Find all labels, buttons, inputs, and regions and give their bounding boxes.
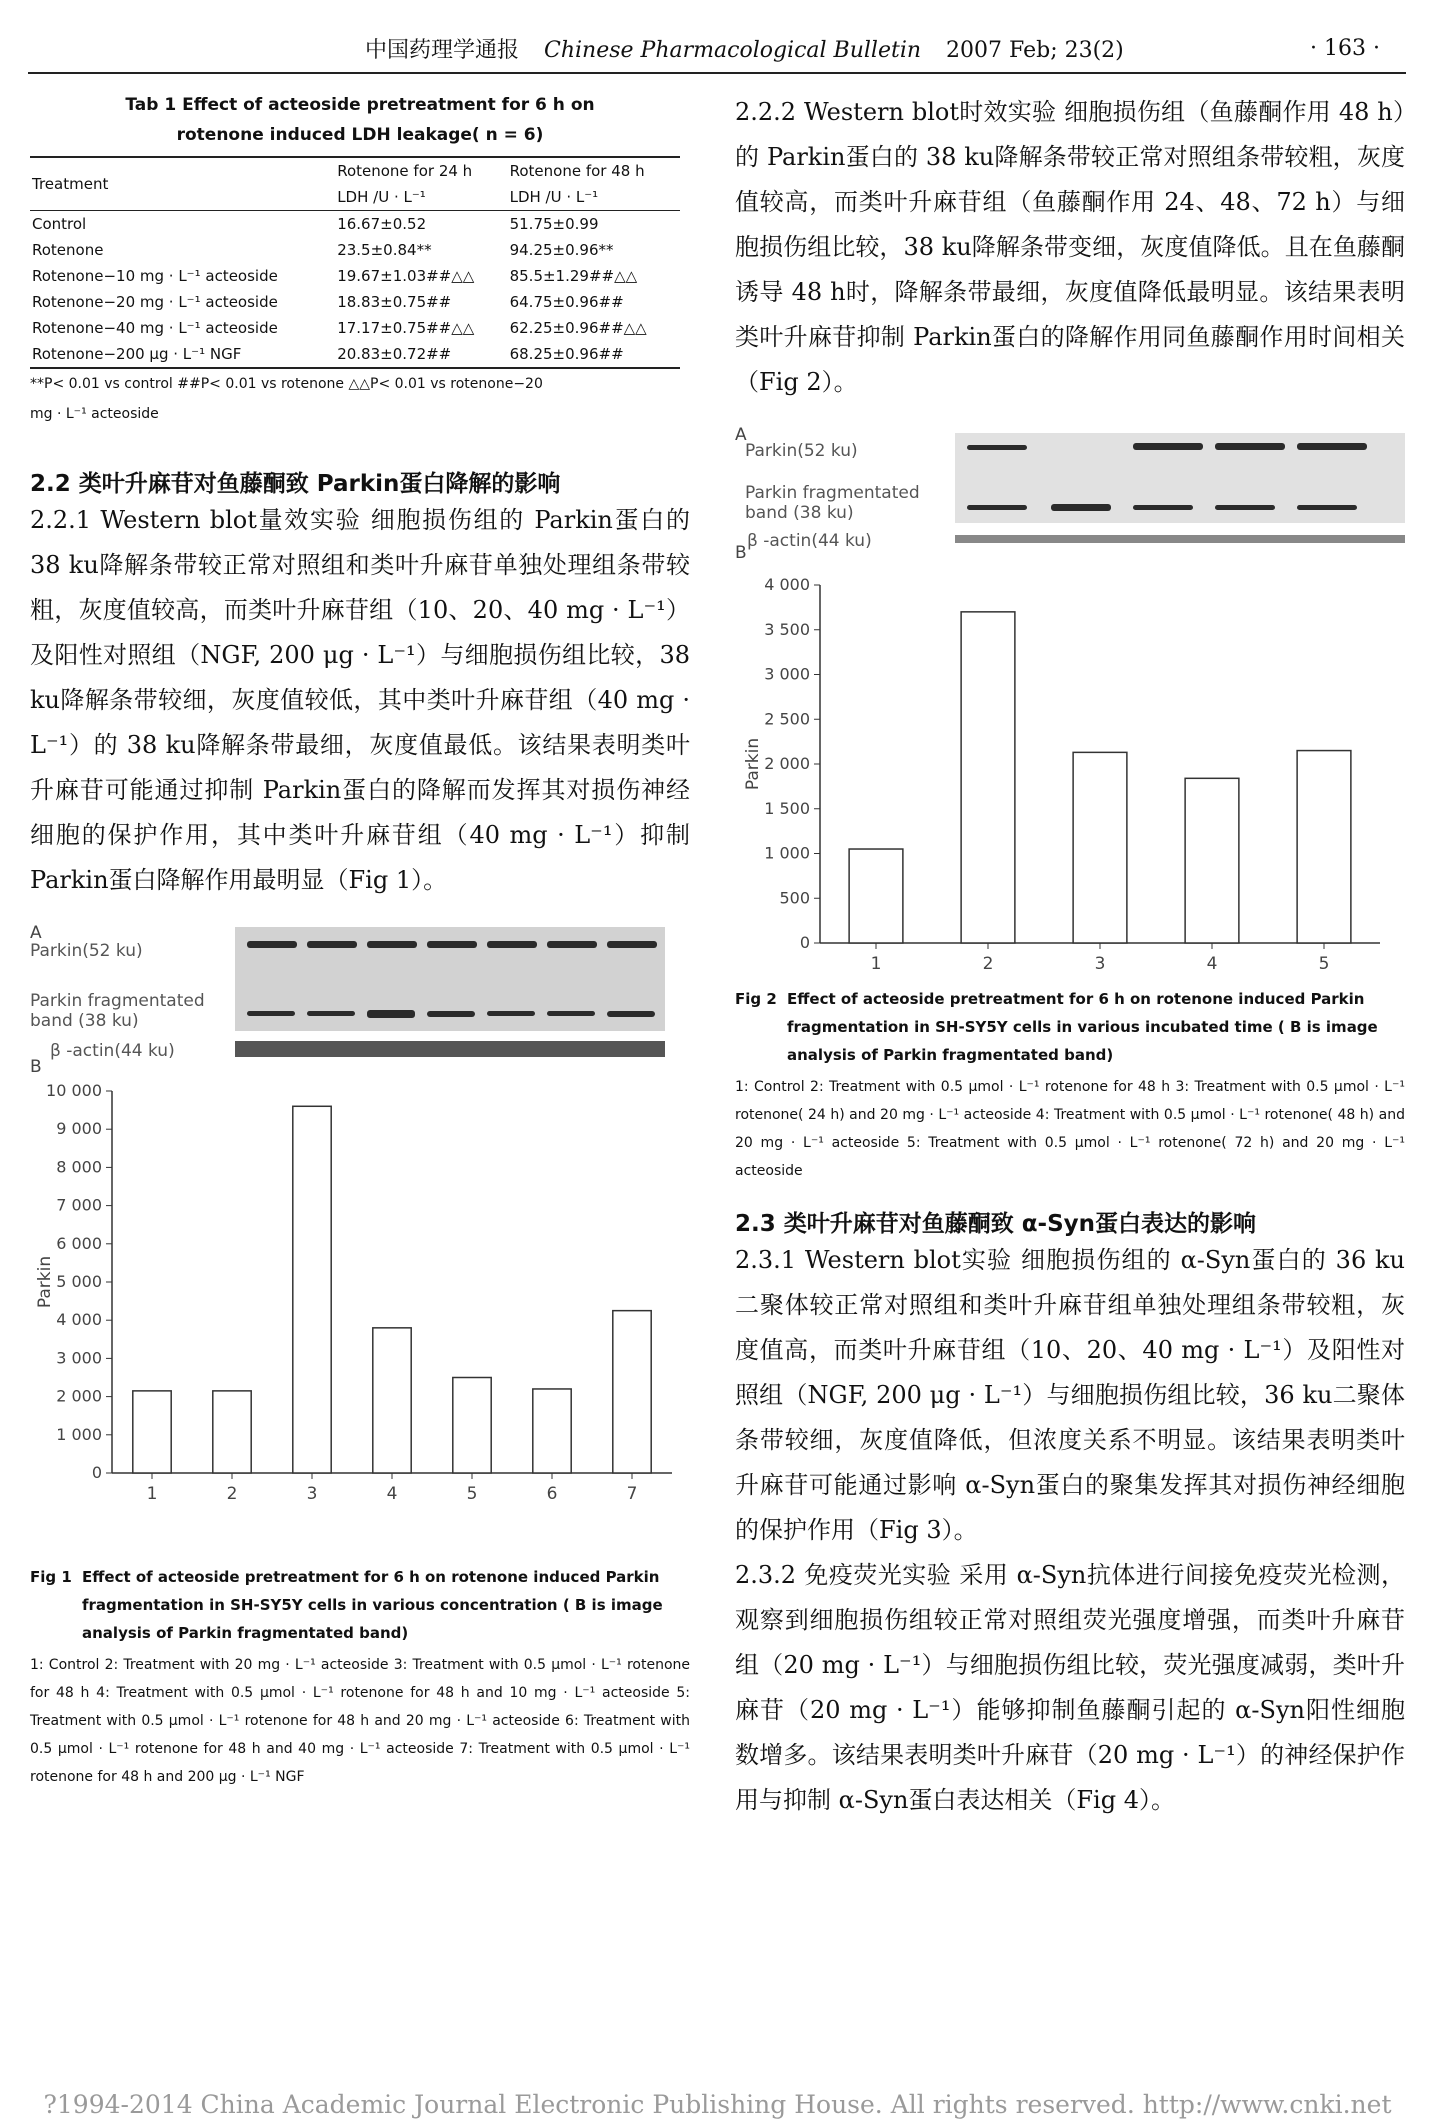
blot-band (307, 941, 357, 948)
y-tick-label: 3 000 (764, 664, 810, 684)
blot-band (1133, 505, 1193, 510)
paragraph-2-2-2: 2.2.2 Western blot时效实验 细胞损伤组（鱼藤酮作用 48 h）的 Parkin蛋白的 38 ku降解条带较正常对照组条带较粗，灰度值较高，而类叶升麻苷组（鱼藤酮作用 24、48、72 h）与细胞损伤组比较，38 ku降解条带变细，灰度值降低。且在鱼藤酮诱导 48 h时，降解条带最细，灰度值降低最明显。该结果表明类叶升麻苷抑制 Parkin蛋白的降解作用同鱼藤酮作用时间相关（Fig 2）。 (735, 98, 1405, 396)
y-tick-label: 8 000 (56, 1157, 102, 1177)
page-number: · 163 · (1310, 35, 1380, 61)
blot-band (607, 1011, 655, 1017)
x-tick-label: 2 (226, 1484, 238, 1504)
x-tick-label: 3 (1094, 954, 1106, 974)
bar (1297, 751, 1351, 943)
fig1-bar-chart (30, 1073, 690, 1533)
table-cell: 18.83±0.75## (337, 293, 452, 311)
table-cell: Rotenone−20 mg · L⁻¹ acteoside (32, 293, 278, 311)
y-tick-label: 4 000 (56, 1310, 102, 1330)
x-tick-label: 5 (1318, 954, 1330, 974)
y-axis-label: Parkin (35, 1255, 55, 1309)
table1-unit-24h: LDH /U · L⁻¹ (337, 188, 426, 206)
blot-band (607, 941, 657, 948)
table1-note-line1: **P< 0.01 vs control ##P< 0.01 vs rotenone △△P< 0.01 vs rotenone−20 (30, 376, 543, 392)
paragraph-2-2-1: 2.2.1 Western blot量效实验 细胞损伤组的 Parkin蛋白的 38 ku降解条带较正常对照组和类叶升麻苷单独处理组条带较粗，灰度值较高，而类叶升麻苷组（10、20、40 mg · L⁻¹）及阳性对照组（NGF, 200 μg · L⁻¹）与细胞损伤组比较，38 ku降解条带较细，灰度值较低，其中类叶升麻苷组（40 mg · L⁻¹）的 38 ku降解条带最细，灰度值最低。该结果表明类叶升麻苷可能通过抑制 Parkin蛋白的降解而发挥其对损伤神经细胞的保护作用，其中类叶升麻苷组（40 mg · L⁻¹）抑制 Parkin蛋白降解作用最明显（Fig 1）。 (30, 506, 690, 894)
y-tick-label: 5 000 (56, 1272, 102, 1291)
fig1-frag-label-1: Parkin fragmentated (30, 991, 205, 1011)
bar (373, 1328, 411, 1473)
x-tick-label: 2 (982, 954, 994, 974)
y-tick-label: 4 000 (764, 575, 810, 594)
y-tick-label: 2 000 (764, 754, 810, 773)
table1-unit-48h: LDH /U · L⁻¹ (509, 188, 599, 206)
blot-band (547, 941, 597, 948)
bar (533, 1389, 571, 1473)
fig1-actin-blot (235, 1041, 665, 1057)
copyright-footer: ?1994-2014 China Academic Journal Electronic Publishing House. All rights reserved. http://www.cnki.net (43, 2090, 1392, 2119)
x-tick-label: 7 (626, 1484, 638, 1504)
bar (293, 1106, 331, 1473)
fig2-parkin-blot (955, 433, 1405, 523)
y-tick-label: 9 000 (56, 1119, 102, 1139)
blot-band (1133, 443, 1203, 450)
right-column (735, 90, 1405, 1823)
fig2-parkin-label: Parkin(52 ku) (745, 441, 858, 461)
x-tick-label: 6 (546, 1484, 558, 1504)
section-2-2-heading: 2.2 类叶升麻苷对鱼藤酮致 Parkin蛋白降解的影响 (30, 471, 561, 497)
blot-band (427, 1011, 475, 1017)
fig1-caption-legend: 1: Control 2: Treatment with 20 mg · L⁻¹ acteoside 3: Treatment with 0.5 μmol · L⁻¹ rotenone for 48 h 4: Treatment with 0.5 μmol · L⁻¹ rotenone for 48 h and 10 mg · L⁻¹ acteoside 5: Treatment with 0.5 μmol · L⁻¹ rotenone for 48 h and 20 mg · L⁻¹ acteoside 6: Treatment with 0.5 μmol · L⁻¹ rotenone for 48 h and 40 mg · L⁻¹ acteoside 7: Treatment with 0.5 μmol · L⁻¹ rotenone for 48 h and 200 μg · L⁻¹ NGF (30, 1657, 690, 1785)
bar (1185, 778, 1239, 943)
fig2-caption-label: Fig 2 (735, 990, 777, 1008)
fig2-actin-blot (955, 535, 1405, 543)
y-tick-label: 0 (799, 933, 810, 952)
table-cell: Rotenone−200 μg · L⁻¹ NGF (32, 345, 242, 363)
blot-band (1051, 504, 1111, 511)
fig2-frag-label-1: Parkin fragmentated (745, 483, 920, 503)
paragraph-2-3-1: 2.3.1 Western blot实验 细胞损伤组的 α-Syn蛋白的 36 ku二聚体较正常对照组和类叶升麻苷组单独处理组条带较粗，灰度值高，而类叶升麻苷组（10、20、40 mg · L⁻¹）及阳性对照组（NGF, 200 μg · L⁻¹）与细胞损伤组比较，36 ku二聚体条带较细，灰度值降低，但浓度关系不明显。该结果表明类叶升麻苷可能通过影响 α-Syn蛋白的聚集发挥其对损伤神经细胞的保护作用（Fig 3）。 (735, 1246, 1405, 1544)
fig2-caption-legend: 1: Control 2: Treatment with 0.5 μmol · L⁻¹ rotenone for 48 h 3: Treatment with 0.5 μmol · L⁻¹ rotenone( 24 h) and 20 mg · L⁻¹ acteoside 4: Treatment with 0.5 μmol · L⁻¹ rotenone( 48 h) and 20 mg · L⁻¹ acteoside 5: Treatment with 0.5 μmol · L⁻¹ rotenone( 72 h) and 20 mg · L⁻¹ acteoside (735, 1079, 1405, 1179)
y-tick-label: 1 000 (764, 843, 810, 863)
journal-line (365, 33, 1124, 64)
fig1-panel-a-label: A (30, 923, 42, 943)
y-tick-label: 0 (91, 1463, 102, 1482)
fig2-caption (735, 985, 1405, 1185)
fig1-panel-b-label: B (30, 1057, 42, 1077)
y-tick-label: 7 000 (56, 1195, 102, 1215)
table1-title (30, 90, 690, 150)
fig1-parkin-blot (235, 927, 665, 1031)
fig2-bar-chart (735, 565, 1405, 985)
fig1-caption-title: Effect of acteoside pretreatment for 6 h on rotenone induced Parkin fragmentation in SH-SY5Y cells in various concentration ( B is image analysis of Parkin fragmentated band) (82, 1568, 663, 1642)
x-tick-label: 1 (870, 954, 882, 974)
bar (1073, 752, 1127, 943)
left-column (30, 90, 690, 1791)
blot-band (1215, 505, 1275, 510)
blot-band (1215, 443, 1285, 450)
table-cell: 19.67±1.03##△△ (337, 267, 475, 285)
y-tick-label: 500 (779, 888, 810, 908)
blot-band (487, 941, 537, 948)
header-rule (28, 72, 1406, 74)
table-row (30, 315, 680, 341)
paragraph-2-3-2: 2.3.2 免疫荧光实验 采用 α-Syn抗体进行间接免疫荧光检测，观察到细胞损伤组较正常对照组荧光强度增强，而类叶升麻苷组（20 mg · L⁻¹）与细胞损伤组比较，荧光强度减弱，类叶升麻苷（20 mg · L⁻¹）能够抑制鱼藤酮引起的 α-Syn阳性细胞数增多。该结果表明类叶升麻苷（20 mg · L⁻¹）的神经保护作用与抑制 α-Syn蛋白表达相关（Fig 4）。 (735, 1561, 1405, 1814)
table-row (30, 289, 680, 315)
table-cell: 85.5±1.29##△△ (509, 267, 638, 285)
table-cell: 17.17±0.75##△△ (337, 319, 475, 337)
page-header (30, 28, 1410, 68)
table-cell: 51.75±0.99 (509, 215, 599, 233)
fig1-caption (30, 1563, 690, 1791)
fig2-frag-label-2: band (38 ku) (745, 503, 854, 523)
journal-issue: 2007 Feb; 23(2) (946, 37, 1124, 63)
table-cell: Rotenone (32, 241, 104, 259)
blot-band (1297, 505, 1357, 510)
bar (849, 849, 903, 943)
blot-band (247, 1011, 295, 1016)
fig1-frag-label-2: band (38 ku) (30, 1011, 139, 1031)
table-cell: 62.25±0.96##△△ (509, 319, 647, 337)
table-row (30, 341, 680, 368)
fig1-caption-label: Fig 1 (30, 1568, 72, 1586)
x-tick-label: 1 (146, 1484, 158, 1504)
fig1-parkin-label: Parkin(52 ku) (30, 941, 143, 961)
fig2-caption-title: Effect of acteoside pretreatment for 6 h on rotenone induced Parkin fragmentation in SH-SY5Y cells in various incubated time ( B is image analysis of Parkin fragmentated band) (787, 990, 1378, 1064)
blot-band (367, 1010, 415, 1018)
table1-col-24h: Rotenone for 24 h (337, 162, 473, 180)
table1-col-48h: Rotenone for 48 h (509, 162, 645, 180)
table-cell: 20.83±0.72## (337, 345, 452, 363)
fig1-blot-panel (30, 923, 690, 1077)
y-tick-label: 10 000 (46, 1081, 102, 1100)
table1-title-line1: Tab 1 Effect of acteoside pretreatment for 6 h on (125, 95, 595, 115)
y-tick-label: 6 000 (56, 1233, 102, 1253)
table-cell: 94.25±0.96** (509, 241, 614, 259)
table1-col-treatment: Treatment (30, 157, 335, 211)
y-tick-label: 3 500 (764, 619, 810, 639)
table-cell: 68.25±0.96## (509, 345, 624, 363)
table-cell: Rotenone−40 mg · L⁻¹ acteoside (32, 319, 278, 337)
blot-band (967, 445, 1027, 450)
x-tick-label: 3 (306, 1484, 318, 1504)
fig2-panel-a-label: A (735, 425, 747, 445)
blot-band (547, 1011, 595, 1016)
bar (961, 612, 1015, 943)
table-row (30, 211, 680, 238)
y-axis-label: Parkin (743, 737, 763, 791)
bar (613, 1311, 651, 1473)
y-tick-label: 1 000 (56, 1424, 102, 1444)
table-cell: Rotenone−10 mg · L⁻¹ acteoside (32, 267, 278, 285)
y-tick-label: 2 000 (56, 1386, 102, 1406)
table-cell: 23.5±0.84** (337, 241, 432, 259)
bar (133, 1391, 171, 1473)
fig2-actin-label: β -actin(44 ku) (747, 531, 872, 551)
blot-band (307, 1011, 355, 1016)
figure-1 (30, 923, 690, 1563)
table1-note-line2: mg · L⁻¹ acteoside (30, 406, 159, 422)
y-tick-label: 2 500 (764, 709, 810, 729)
blot-band (427, 941, 477, 948)
bar (453, 1378, 491, 1474)
y-tick-label: 1 500 (764, 798, 810, 818)
y-tick-label: 3 000 (56, 1348, 102, 1368)
fig1-actin-label: β -actin(44 ku) (50, 1041, 175, 1061)
blot-band (367, 941, 417, 948)
x-tick-label: 4 (1206, 954, 1218, 974)
x-tick-label: 4 (386, 1484, 398, 1504)
table1 (30, 156, 680, 369)
table1-title-line2: rotenone induced LDH leakage( n = 6) (176, 125, 544, 145)
x-tick-label: 5 (466, 1484, 478, 1504)
blot-band (487, 1011, 535, 1016)
journal-title-en: Chinese Pharmacological Bulletin (544, 37, 922, 63)
journal-title-cn: 中国药理学通报 (365, 37, 520, 63)
table-cell: 16.67±0.52 (337, 215, 427, 233)
table-cell: 64.75±0.96## (509, 293, 624, 311)
blot-band (247, 941, 297, 948)
section-2-3-heading: 2.3 类叶升麻苷对鱼藤酮致 α-Syn蛋白表达的影响 (735, 1211, 1257, 1237)
fig2-panel-b-label: B (735, 543, 747, 563)
blot-band (1297, 443, 1367, 450)
figure-2 (735, 425, 1405, 985)
table-cell: Control (32, 215, 87, 233)
blot-band (967, 505, 1027, 510)
bar (213, 1391, 251, 1473)
table1-note (30, 369, 690, 429)
table-row (30, 263, 680, 289)
table-row (30, 237, 680, 263)
fig2-blot-panel (735, 425, 1405, 565)
